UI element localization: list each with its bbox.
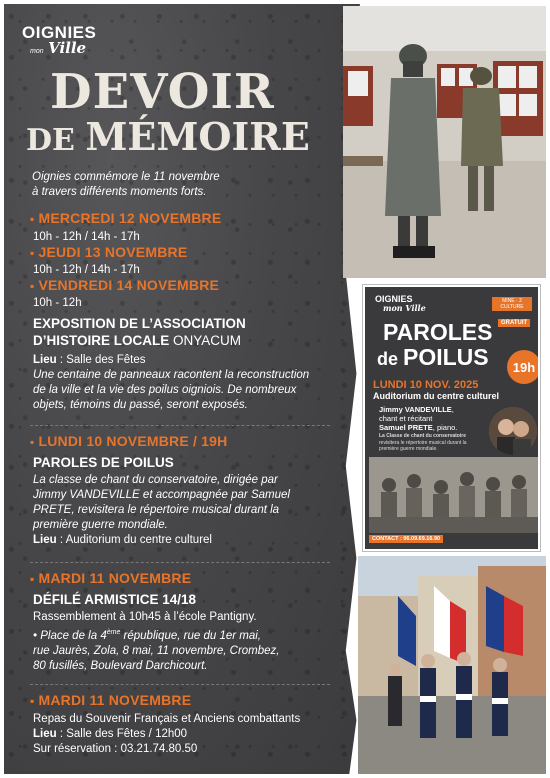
lieu-value: : Salle des Fêtes [56, 354, 146, 366]
logo-line-3: Ville [48, 39, 87, 57]
title-memoire: MÉMOIRE [85, 114, 310, 159]
defile-body [33, 610, 333, 674]
paroles-desc-line-2: Jimmy VANDEVILLE et accompagnée par Samuel [33, 489, 290, 501]
lieu-label: Lieu [33, 728, 57, 740]
lieu-label: Lieu [33, 354, 57, 366]
divider [30, 684, 330, 685]
performer-comma: , [451, 405, 454, 414]
card-title-poilus: POILUS [403, 344, 489, 370]
bullet-icon: ▪ [30, 246, 35, 260]
repas-lieu [33, 727, 333, 742]
title-devoir: DEVOIR [50, 64, 275, 120]
card-performer-1 [379, 405, 489, 414]
defile-line-2 [33, 625, 333, 644]
expo-title-onyacum: ONYACUM [173, 333, 242, 348]
divider [30, 562, 330, 563]
parade-illustration [358, 556, 546, 774]
bullet-icon: ▪ [30, 279, 35, 293]
intro-line-1: Oignies commémore le 11 novembre [32, 171, 220, 183]
paroles-desc-line-1: La classe de chant du conservatoire, dirigée par [33, 474, 278, 486]
logo-line-2: mon [30, 48, 44, 55]
bullet-icon: ▪ [30, 694, 35, 708]
bullet-icon: ▪ [30, 572, 35, 586]
paroles-poster-card [363, 285, 540, 551]
intro-line-2: à travers différents moments forts. [32, 186, 207, 198]
paroles-date: LUNDI 10 NOVEMBRE / 19H [38, 433, 228, 449]
card-title-de: de [377, 349, 404, 369]
card-badge: MINE · 2 CULTURE [492, 297, 532, 311]
card-description [379, 433, 484, 453]
paroles-desc-line-3: PRETE, revisitera le répertoire musical durant la [33, 504, 280, 516]
card-performer-2 [379, 423, 489, 432]
portrait-illustration [489, 407, 537, 455]
expo-day-2: JEUDI 13 NOVEMBRE [38, 244, 188, 260]
expo-desc-line-3: objets, témoins du passé, seront exposés. [33, 399, 248, 411]
card-logo [375, 295, 426, 312]
expo-day-3-hours: 10h - 12h [33, 297, 82, 309]
defile-line-1: Rassemblement à 10h45 à l’école Pantigny. [33, 611, 257, 623]
paroles-desc-line-4: première guerre mondiale. [33, 519, 168, 531]
performer-name: Samuel PRETE [379, 423, 433, 432]
defile-heading [30, 570, 191, 586]
defile-line-3: rue Jaurès, Zola, 8 mai, 11 novembre, Crombez, [33, 644, 280, 657]
paroles-lieu [33, 533, 333, 548]
performer-role: chant et récitant [379, 414, 433, 423]
lieu-value: : Salle des Fêtes / 12h00 [56, 728, 188, 740]
defile-line-2a: • Place de la 4 [33, 629, 107, 642]
logo-line-1: OIGNIES [22, 23, 97, 42]
defile-line-4: 80 fusillés, Boulevard Darchicourt. [33, 659, 208, 672]
expo-title-bold: D’HISTOIRE LOCALE [33, 333, 174, 348]
divider [30, 425, 330, 426]
paroles-heading [30, 433, 227, 449]
repas-line-1: Repas du Souvenir Français et Anciens combattants [33, 713, 301, 725]
oignies-logo [22, 24, 96, 57]
intro-text [32, 170, 332, 200]
parade-photo [358, 556, 546, 774]
expo-desc-line-1: Une centaine de panneaux racontent la reconstruction [33, 369, 310, 381]
exhibition-illustration [343, 6, 546, 278]
card-performers [379, 405, 489, 432]
repas-heading [30, 692, 191, 708]
card-title-de-poilus [377, 346, 489, 369]
repas-reservation: Sur réservation : 03.21.74.80.50 [33, 743, 198, 755]
bullet-icon: ▪ [30, 212, 35, 226]
expo-body [33, 353, 333, 413]
defile-title: DÉFILÉ ARMISTICE 14/18 [33, 592, 197, 607]
expo-title [33, 315, 333, 349]
performer-role: , piano. [432, 423, 458, 432]
card-title-paroles: PAROLES [383, 319, 493, 345]
lieu-value: : Auditorium du centre culturel [56, 534, 212, 546]
exhibition-photo [343, 6, 546, 278]
expo-title-line-2 [33, 332, 333, 349]
expo-desc-line-2: de la ville et la vie des poilus oigniois. De nombreux [33, 384, 297, 396]
expo-lieu [33, 353, 333, 368]
card-date: LUNDI 10 NOV. 2025 [373, 379, 479, 391]
title-de: DE [26, 123, 86, 158]
card-desc-bold: La Classe de chant du conservatoire [379, 433, 466, 439]
repas-body [33, 712, 333, 757]
card-logo-line-1: OIGNIES [375, 294, 413, 304]
expo-day-1-hours: 10h - 12h / 14h - 17h [33, 231, 140, 243]
repas-date: MARDI 11 NOVEMBRE [38, 692, 192, 708]
expo-day-1: MERCREDI 12 NOVEMBRE [38, 210, 222, 226]
card-logo-line-2: mon Ville [383, 303, 426, 313]
soldiers-archive-photo [369, 457, 538, 533]
superscript: ème [106, 629, 121, 636]
expo-day-3-heading [30, 277, 219, 293]
expo-title-line-1: EXPOSITION DE L’ASSOCIATION [33, 316, 246, 331]
archive-illustration [369, 457, 538, 533]
expo-day-2-heading [30, 244, 187, 260]
expo-day-2-hours: 10h - 12h / 14h - 17h [33, 264, 140, 276]
card-contact: CONTACT : 06.09.69.16.90 [369, 535, 443, 543]
paroles-title: PAROLES DE POILUS [33, 455, 174, 470]
card-desc-rest: revisitera le répertoire musical durant la première guerre mondiale. [379, 439, 467, 452]
expo-day-1-heading [30, 210, 221, 226]
card-time-badge: 19h [507, 350, 540, 384]
title-de-memoire [26, 114, 310, 159]
expo-day-3: VENDREDI 14 NOVEMBRE [38, 277, 220, 293]
paroles-body [33, 473, 333, 548]
performers-portrait [489, 407, 537, 455]
performer-name: Jimmy VANDEVILLE [379, 405, 452, 414]
card-free-badge: GRATUIT [498, 319, 530, 327]
defile-date: MARDI 11 NOVEMBRE [38, 570, 192, 586]
lieu-label: Lieu [33, 534, 57, 546]
bullet-icon: ▪ [30, 435, 35, 449]
card-place: Auditorium du centre culturel [373, 391, 500, 401]
defile-line-2b: république, rue du 1er mai, [120, 629, 261, 642]
